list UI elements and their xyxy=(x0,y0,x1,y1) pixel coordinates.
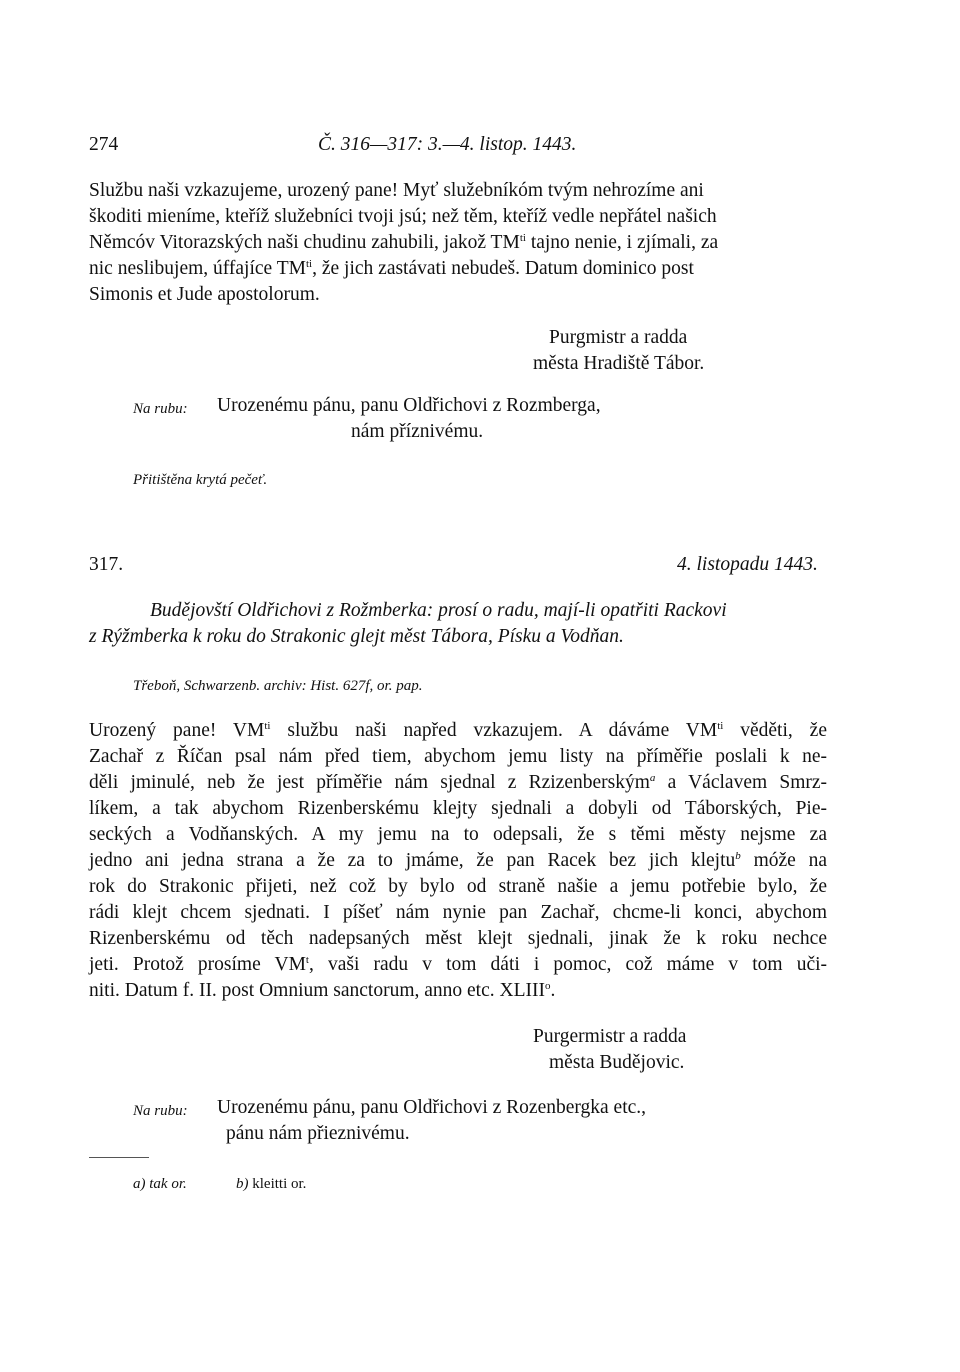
text-run: móže na xyxy=(740,850,827,871)
page-number: 274 xyxy=(89,134,119,155)
doc317-line-7: rok do Strakonic přijeti, než což by bylo od straně našie a jemu potřebie bylo, že xyxy=(89,876,827,897)
letter316-signature-2: města Hradiště Tábor. xyxy=(533,353,705,374)
footnote-label: a) xyxy=(133,1176,146,1192)
text-run: a Václavem Smrz- xyxy=(655,772,827,793)
text-run: nic neslibujem, úffajíce TM xyxy=(89,258,306,279)
doc317-line-6 xyxy=(89,848,827,874)
doc317-line-5: seckých a Vodňanských. A my jemu na to odepsali, že s těmi městy nejsme za xyxy=(89,824,827,845)
superscript: ti xyxy=(519,232,526,244)
running-title: Č. 316—317: 3.—4. listop. 1443. xyxy=(318,134,577,155)
letter316-line-2: škoditi mieníme, kteříž služebníci tvoji jsú; než těm, kteříž vedle nepřátel našich xyxy=(89,206,717,227)
letter316-line-5: Simonis et Jude apostolorum. xyxy=(89,284,320,305)
document-number: 317. xyxy=(89,554,124,575)
footnote-mark-b: b xyxy=(735,850,741,862)
text-run: Němcóv Vitorazských naši chudinu zahubili, jakož TM xyxy=(89,232,520,253)
letter316-line-1: Službu naši vzkazujeme, urozený pane! Myť služebníkóm tvým nehrozíme ani xyxy=(89,180,704,201)
footnote-text: kleitti or. xyxy=(252,1176,307,1192)
footnote-rule xyxy=(89,1157,149,1158)
seal-note: Přitištěna krytá pečeť. xyxy=(133,472,268,488)
document-date: 4. listopadu 1443. xyxy=(677,554,818,575)
archive-source: Třeboň, Schwarzenb. archiv: Hist. 627f, or. pap. xyxy=(133,678,423,694)
text-run: věděti, že xyxy=(723,720,827,741)
letter316-line-4 xyxy=(89,256,694,282)
letter316-address-label: Na rubu: xyxy=(133,401,188,417)
text-run: Urozený pane! VM xyxy=(89,720,265,741)
doc317-address-1: Urozenému pánu, panu Oldřichovi z Rozenbergka etc., xyxy=(217,1097,647,1118)
doc317-address-2: pánu nám přieznivému. xyxy=(226,1123,410,1144)
doc317-line-9: Rizenberskému od těch nadepsaných měst klejt sjednali, jinak že k roku nechce xyxy=(89,928,827,949)
text-run: děli jminulé, neb že jest příměřie nám sjednal z Rzizenberským xyxy=(89,772,650,793)
letter316-address-2: nám příznivému. xyxy=(351,421,484,442)
text-run: jeti. Protož prosíme VM xyxy=(89,954,306,975)
letter316-line-3 xyxy=(89,230,718,256)
doc317-line-1 xyxy=(89,718,827,744)
doc317-address-label: Na rubu: xyxy=(133,1103,188,1119)
superscript: t xyxy=(305,954,309,966)
doc317-signature-1: Purgermistr a radda xyxy=(533,1026,687,1047)
superscript: ti xyxy=(717,720,724,732)
doc317-line-3 xyxy=(89,770,827,796)
footnote-b xyxy=(236,1171,306,1197)
doc317-line-11 xyxy=(89,978,555,1004)
doc317-line-8: rádi klejt chcem sjednati. I píšeť nám nynie pan Zachař, chcme-li konci, abychom xyxy=(89,902,827,923)
superscript: ti xyxy=(264,720,271,732)
text-run: , že jich zastávati nebudeš. Datum dominico post xyxy=(312,258,694,279)
superscript: ti xyxy=(305,258,313,270)
footnote-mark-a: a xyxy=(649,772,656,784)
footnote-a xyxy=(133,1171,187,1197)
text-run: jedno ani jedna strana a že za to jmáme, že pan Racek bez jich klejtu xyxy=(89,850,736,871)
regest-line-2: z Rýžmberka k roku do Strakonic glejt měst Tábora, Písku a Vodňan. xyxy=(89,626,624,647)
text-run: tajno nenie, i zjímali, za xyxy=(525,232,719,253)
text-run: niti. Datum f. II. post Omnium sanctorum, anno etc. XLIII xyxy=(89,980,545,1001)
letter316-signature-1: Purgmistr a radda xyxy=(549,327,688,348)
letter316-address-1: Urozenému pánu, panu Oldřichovi z Rozmberga, xyxy=(217,395,601,416)
regest-line-1: Budějovští Oldřichovi z Rožmberka: prosí o radu, mají-li opatřiti Rackovi xyxy=(150,600,727,621)
doc317-line-2: Zachař z Říčan psal nám před tiem, abychom jemu listy na příměřie poslali k ne- xyxy=(89,746,827,767)
footnote-text: tak or. xyxy=(149,1176,187,1192)
superscript: o xyxy=(544,980,551,992)
doc317-line-4: líkem, a tak abychom Rizenberskému klejty sjednali a dobyli od Táborských, Pie- xyxy=(89,798,827,819)
footnote-label: b) xyxy=(236,1176,249,1192)
doc317-line-10 xyxy=(89,952,827,978)
doc317-signature-2: města Budějovic. xyxy=(549,1052,685,1073)
text-run: . xyxy=(550,980,556,1001)
text-run: službu naši napřed vzkazujem. A dáváme VM xyxy=(270,720,718,741)
text-run: , vaši radu v tom dáti i pomoc, což máme v tom uči- xyxy=(308,954,828,975)
